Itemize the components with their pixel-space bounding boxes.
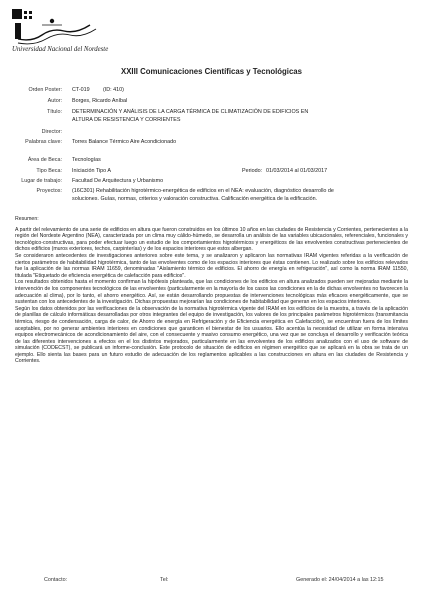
orden-poster-value: CT-019	[72, 87, 90, 93]
university-name: Universidad Nacional del Nordeste	[12, 46, 109, 53]
area-beca-label: Área de Beca:	[27, 157, 62, 163]
autor-label: Autor:	[47, 98, 62, 104]
abstract-paragraph: Según los datos obtenidos por las verificaciones de la observación de la normativa higrotérmica vigente del IRAM en los edificios de la muestra, a través de la aplicación de planillas de cálculo informáticas desarrolladas por otros integrantes del equipo de investigación, los valores de los principales parámetros higrotérmicos (transmitancia térmica, riesgo de condensación, carga de calor, de Ahorro de energía en Refrigeración y de Eficiencia energética en Calefacción), se encuentran fuera de los límites aceptables, por no generar ambientes interiores en condiciones que garanticen el bienestar de los usuarios. Ello acentúa la necesidad de utilizar en forma intensiva equipos electromecánicos de acondicionamiento del aire, con el consecuente y masivo consumo energético, una vez que se concluya el desarrollo y verificación teórica de las diferentes intervenciones a efectos en el los distintos mejorados, particularmente en las envolventes de los edificios analizados con el uso de software de simulación (CODECST), se publicará un informe-conclusión. Este protocolo de situación de edificios en régimen energético que se aplicará en la obra se trata de un ejemplo. Ello sienta las bases para un futuro estudio de adecuación de los reglamentos aplicables a las construcciones en altura en las ciudades de Resistencia y Corrientes.	[15, 305, 408, 365]
abstract-paragraph: Se consideraron antecedentes de investigaciones anteriores sobre este tema, y se analizaron y aplicaron las normativas IRAM vigentes referidas a la verificación de ciertos parámetros de habitabilidad higrotérmica, tanto de las envolventes como de los espacios interiores que éstas contienen. Lo realizado sobre los edificios relevados fue la aplicación de las normas IRAM 11659, denominadas "Aislamiento térmico de edificios. El ahorro de energía en refrigeración", así como la norma IRAM 11550, titulada "Etiquetado de eficiencia energética de calefacción para edificios".	[15, 252, 408, 279]
area-beca-value: Tecnologías	[72, 157, 101, 163]
abstract-paragraph: A partir del relevamiento de una serie de edificios en altura que fueron construidos en los últimos 10 años en las ciudades de Resistencia y Corrientes, pertenecientes a la región del Nordeste Argentino (NEA), caracterizada por un clima muy cálido-húmedo, se desarrolla un análisis de las variables ubicacionales, referenciales, funcionales y tecnológico-constructivas, para poder efectuar luego un estudio de los comportamientos higrotérmicos y energéticos de las envolventes constructivas pertenecientes de dichos edificios (muros exteriores, techos, carpinterías) y de los espacios interiores que estos albergan.	[15, 226, 408, 253]
abstract-paragraph: Los resultados obtenidos hasta el momento confirman la hipótesis planteada, que las condiciones de los edificios en altura analizados pueden ser mejoradas mediante la intervención de los componentes tecnológicos de las envolventes (particularmente en la mayoría de los casos las condiciones en la de dichas envolventes no favorecen la adecuación al clima), por lo tanto, el ahorro energético. Así, se están desarrollando propuestas de intervenciones tecnológicas más eficaces energéticamente, que se sustentan con los antecedentes de la investigación. Dichas propuestas mejorarían las condiciones de habitabilidad que generan en los espacios interiores.	[15, 279, 408, 306]
orden-poster-label: Orden Poster:	[28, 87, 62, 93]
proyectos-line-1: (16C301) Rehabilitación higrotérmico-energética de edificios en el NEA: evaluación, diagnóstico desarrollo de	[72, 188, 334, 194]
periodo-label: Periodo:	[242, 168, 263, 174]
orden-poster-id: (ID: 410)	[103, 87, 124, 93]
conference-title: XXIII Comunicaciones Científicas y Tecnológicas	[121, 67, 302, 76]
periodo-value: 01/03/2014 al 01/03/2017	[266, 168, 328, 174]
director-label: Director:	[41, 129, 62, 135]
university-emblem-icon	[12, 9, 102, 49]
tipo-beca-value: Iniciación Tipo A	[72, 168, 111, 174]
lugar-trabajo-value: Facultad De Arquitectura y Urbanismo	[72, 178, 164, 184]
proyectos-label: Proyectos:	[36, 188, 62, 194]
lugar-trabajo-label: Lugar de trabajo:	[21, 178, 62, 184]
contacto-label: Contacto:	[44, 577, 68, 583]
autor-value: Borges, Ricardo Aníbal	[72, 98, 128, 104]
titulo-line-2: ALTURA DE RESISTENCIA Y CORRIENTES	[72, 117, 181, 123]
abstract-section	[15, 216, 408, 365]
proyectos-line-2: soluciones. Guías, normas, criterios y valoración constructiva. Calificación energética de la edificación.	[72, 196, 318, 202]
titulo-label: Título:	[47, 109, 62, 115]
generated-timestamp: Generado el: 24/04/2014 a las 12:15	[296, 577, 384, 583]
palabras-clave-label: Palabras clave:	[25, 139, 62, 145]
tipo-beca-label: Tipo Beca:	[36, 168, 62, 174]
tel-label: Tel:	[160, 577, 169, 583]
abstract-heading: Resumen:	[15, 216, 39, 222]
palabras-clave-value: Torres Balance Térmico Aire Acondicionado	[72, 139, 177, 145]
titulo-line-1: DETERMINACIÓN Y ANÁLISIS DE LA CARGA TÉRMICA DE CLIMATIZACIÓN DE EDIFICIOS EN	[72, 109, 309, 115]
